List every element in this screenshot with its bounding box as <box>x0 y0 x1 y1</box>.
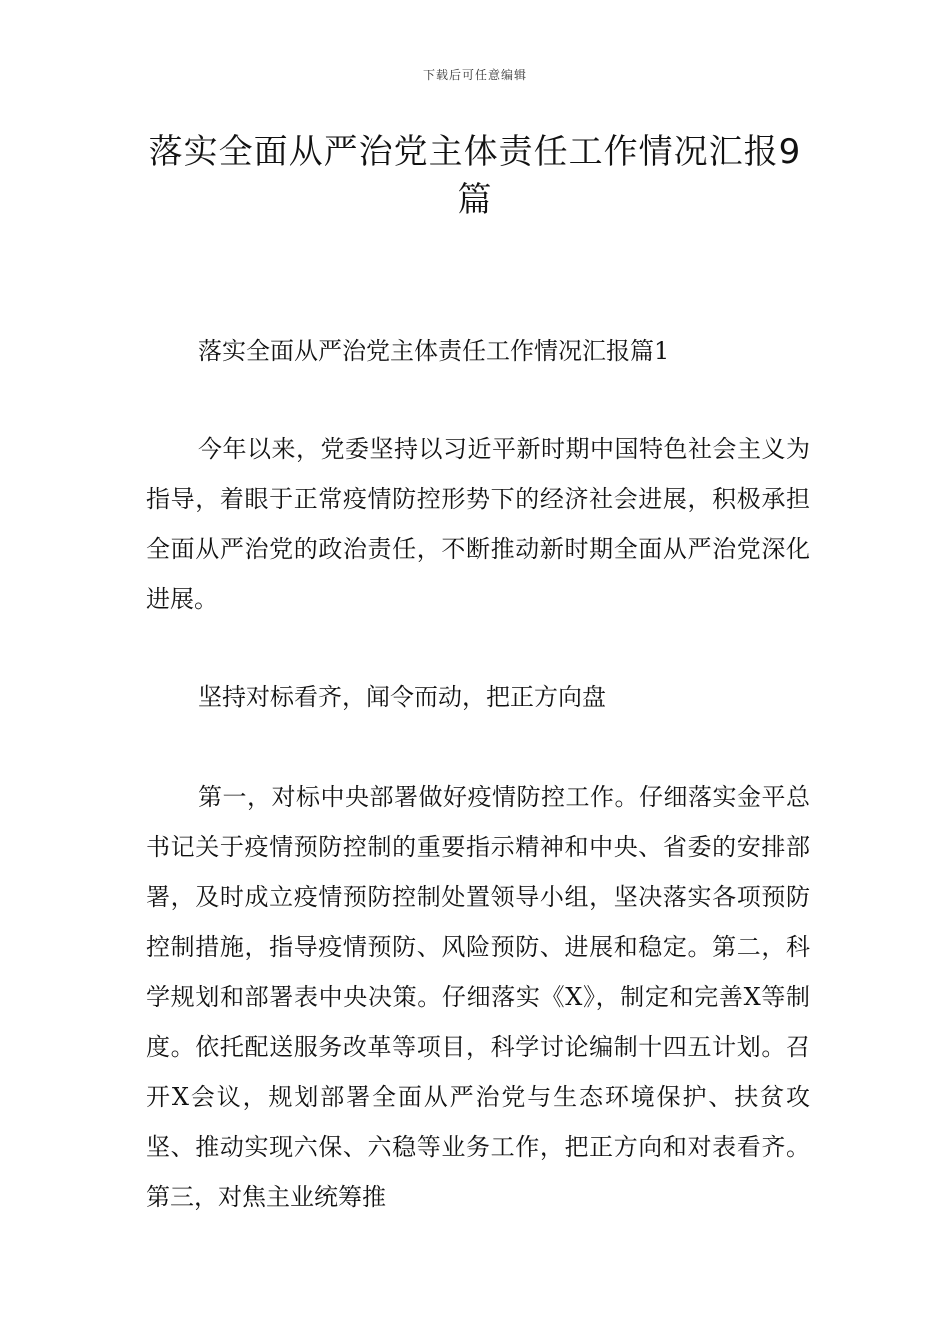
section-heading: 落实全面从严治党主体责任工作情况汇报篇1 <box>198 337 670 365</box>
paragraph-text: 今年以来，党委坚持以习近平新时期中国特色社会主义为指导，着眼于正常疫情防控形势下的经济社会进展，积极承担全面从严治党的政治责任，不断推动新时期全面从严治党深化进展。 <box>146 435 810 613</box>
paragraph-text: 第一，对标中央部署做好疫情防控工作。仔细落实金平总书记关于疫情预防控制的重要指示精神和中央、省委的安排部署，及时成立疫情预防控制处置领导小组，坚决落实各项预防控制措施，指导疫情预防、风险预防、进展和稳定。第二，科学规划和部署表中央决策。仔细落实《X》，制定和完善X等制度。依托配送服务改革等项目，科学讨论编制十四五计划。召开X会议，规划部署全面从严治党与生态环境保护、扶贫攻坚、推动实现六保、六稳等业务工作，把正方向和对表看齐。第三，对焦主业统筹推 <box>146 783 810 1211</box>
document-title: 落实全面从严治党主体责任工作情况汇报9篇 <box>148 132 802 220</box>
subheading: 坚持对标看齐，闻令而动，把正方向盘 <box>198 683 606 711</box>
paragraph-body <box>146 772 810 1222</box>
header-note: 下载后可任意编辑 <box>422 68 527 82</box>
paragraph-intro <box>146 424 810 624</box>
